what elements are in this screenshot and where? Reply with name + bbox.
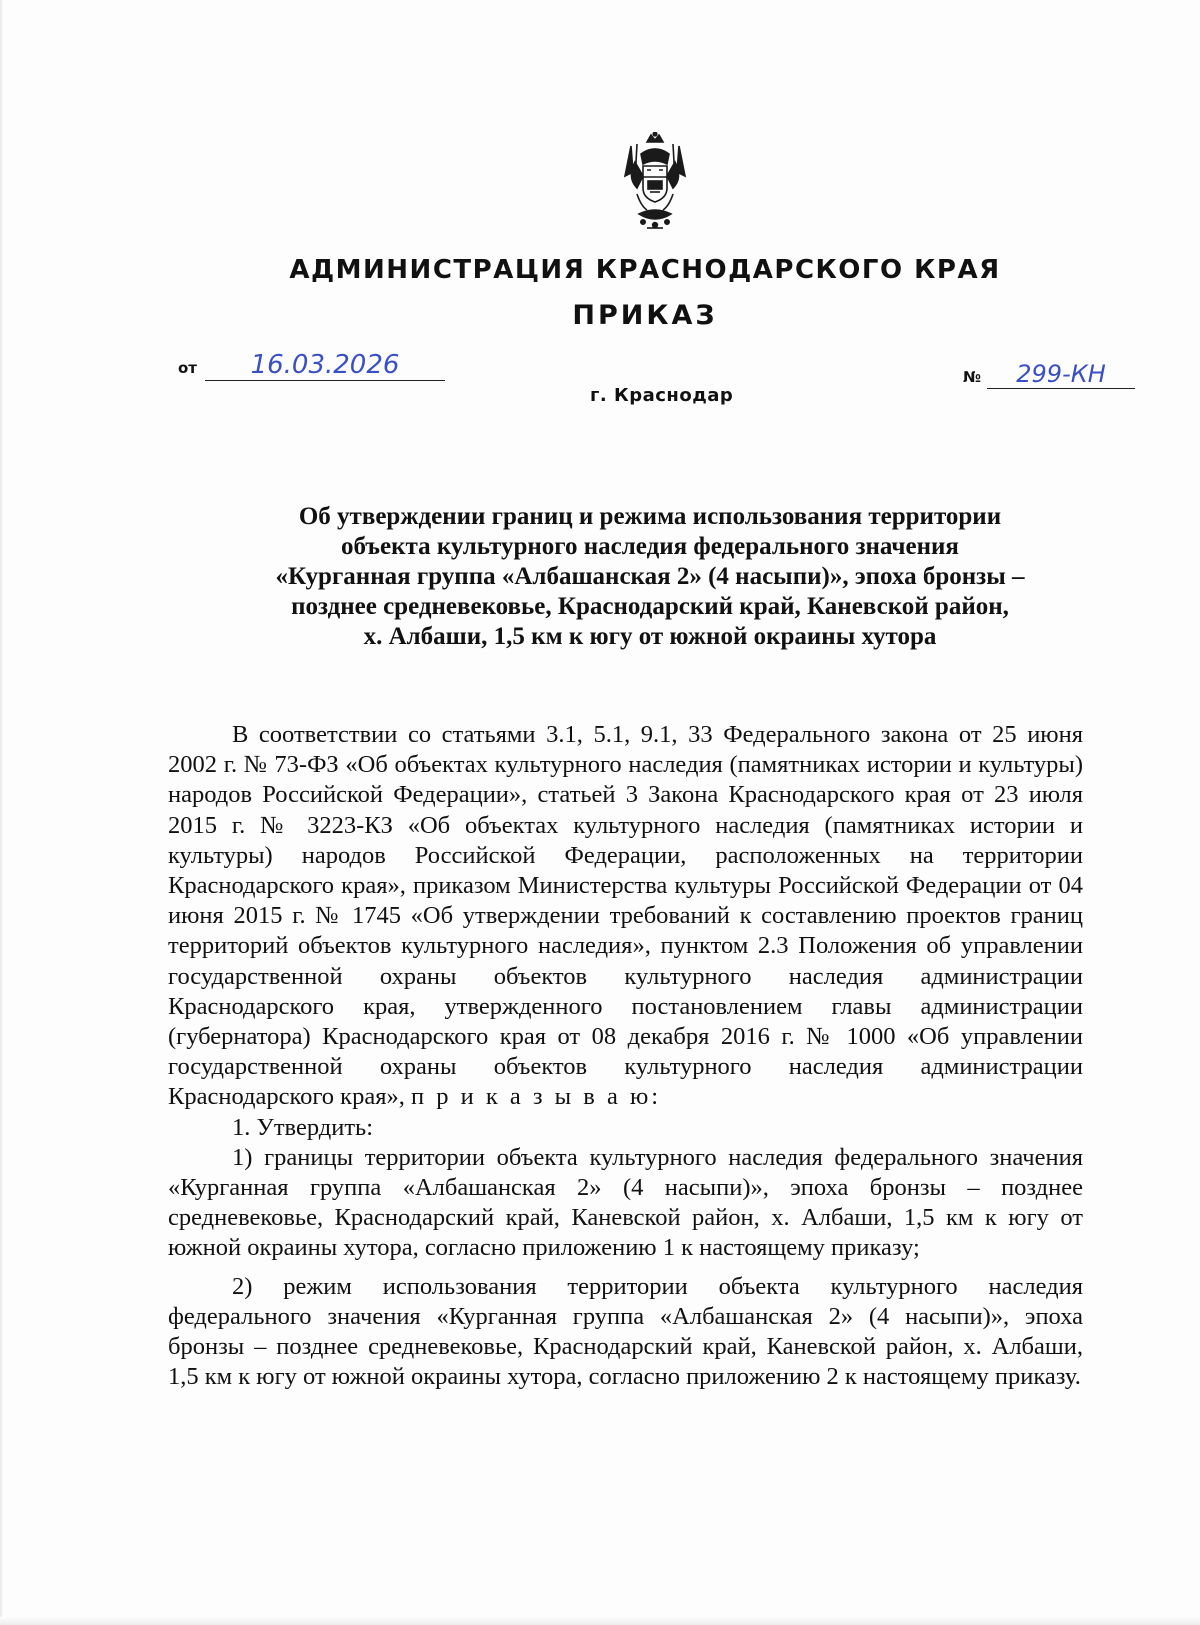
coat-of-arms-icon <box>617 132 693 232</box>
heading-line: х. Албаши, 1,5 км к югу от южной окраины хутора <box>363 623 937 650</box>
heading-line: позднее средневековье, Краснодарский край, Каневской район, <box>291 593 1009 620</box>
heading-line: объекта культурного наследия федерального значения <box>341 533 959 560</box>
scan-edge-bottom <box>0 1617 1200 1625</box>
date-label: от <box>178 359 197 377</box>
date-value: 16.03.2026 <box>205 352 445 381</box>
heading-line: «Курганная группа «Албашанская 2» (4 насыпи)», эпоха бронзы – <box>275 563 1025 590</box>
item-1-1: 1) границы территории объекта культурного наследия федерального значения «Курганная группа «Албашанская 2» (4 насыпи)», эпоха бронзы – позднее средневековье, Краснодарский край, Каневской район, х. Албаши, 1,5 км к югу от южной окраины хутора, согласно приложению 1 к настоящему приказу; <box>168 1143 1083 1262</box>
document-body <box>168 720 1083 1392</box>
decree-word: п р и к а з ы в а ю: <box>410 1083 662 1111</box>
number-value: 299-КН <box>987 362 1135 389</box>
document-type: ПРИКАЗ <box>572 300 718 331</box>
date-field <box>178 352 445 381</box>
city-label: г. Краснодар <box>590 385 734 406</box>
item-1-2: 2) режим использования территории объекта культурного наследия федерального значения «Курганная группа «Албашанская 2» (4 насыпи)», эпоха бронзы – позднее средневековье, Краснодарский край, Каневской район, х. Албаши, 1,5 км к югу от южной окраины хутора, согласно приложению 2 к настоящему приказу. <box>168 1272 1083 1391</box>
scan-edge-left <box>0 0 3 1625</box>
document-heading <box>200 502 1100 652</box>
preamble-paragraph <box>168 720 1083 1113</box>
item-1: 1. Утвердить: <box>232 1113 374 1141</box>
organization-title: АДМИНИСТРАЦИЯ КРАСНОДАРСКОГО КРАЯ <box>289 255 1001 285</box>
preamble-text: В соответствии со статьями 3.1, 5.1, 9.1, 33 Федерального закона от 25 июня 2002 г. № 73-ФЗ «Об объектах культурного наследия (памятниках истории и культуры) народов Российской Федерации», статьей 3 Закона Краснодарского края от 23 июля 2015 г. № 3223-КЗ «Об объектах культурного наследия (памятниках истории и культуры) народов Российской Федерации, расположенных на территории Краснодарского края», приказом Министерства культуры Российской Федерации от 04 июня 2015 г. № 1745 «Об утверждении требований к составлению проектов границ территорий объектов культурного наследия», пунктом 2.3 Положения об управлении государственной охраны объектов культурного наследия администрации Краснодарского края, утвержденного постановлением главы администрации (губернатора) Краснодарского края от 08 декабря 2016 г. № 1000 «Об управлении государственной охраны объектов культурного наследия администрации Краснодарского края», <box>168 721 1083 1111</box>
number-label: № <box>963 368 982 386</box>
heading-line: Об утверждении границ и режима использования территории <box>298 503 1002 530</box>
number-field <box>963 362 1135 389</box>
